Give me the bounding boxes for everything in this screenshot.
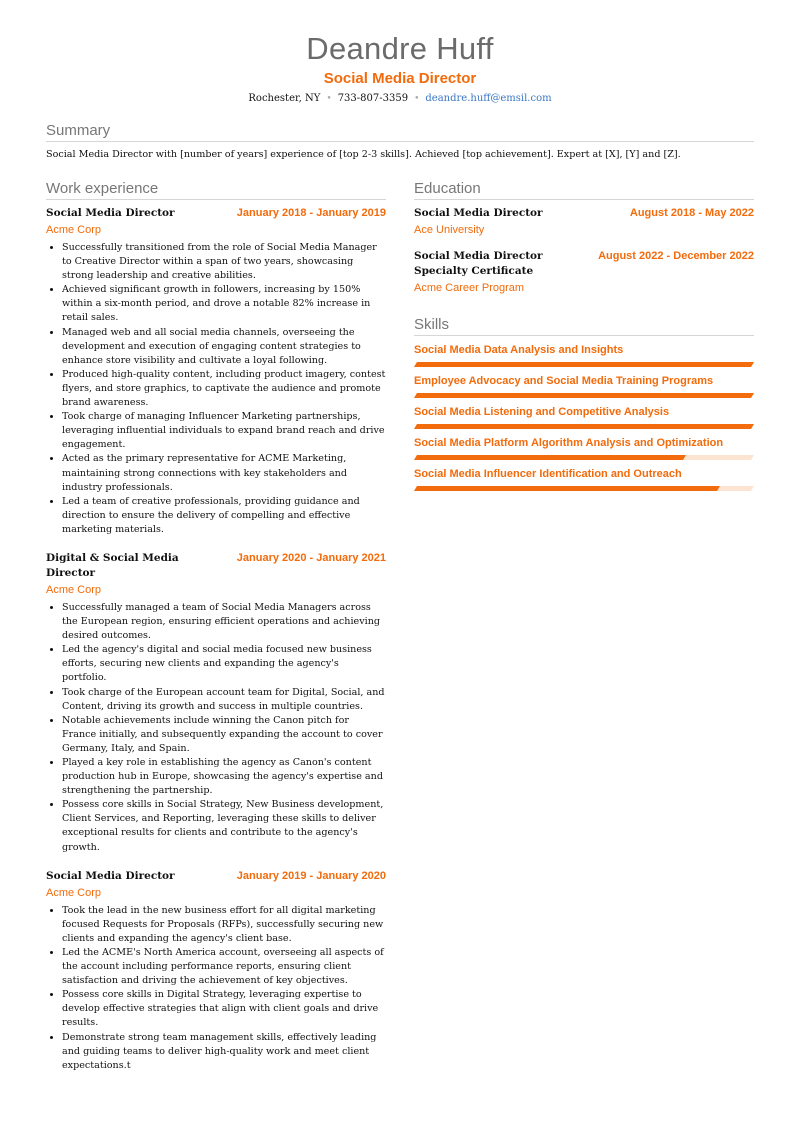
work-experience-heading: Work experience	[46, 179, 386, 200]
bullet-item: • Possess core skills in Social Strategy, New Business development, Client Services, and Reporting, leveraging these skills to deliver exceptional results for clients and contribute to the agency's growth.	[62, 798, 386, 854]
skill-name: Social Media Data Analysis and Insights	[414, 344, 624, 356]
work-entry-dates: January 2019 - January 2020	[236, 869, 386, 882]
work-entry-title: Digital & Social Media Director	[46, 551, 179, 579]
skill-item	[414, 343, 754, 367]
work-entry-dates: January 2018 - January 2019	[236, 207, 386, 219]
contact-phone: 733-807-3359	[337, 93, 409, 104]
education-entry-dates: August 2018 - May 2022	[629, 207, 754, 219]
work-entry	[46, 551, 386, 855]
contact-email-link[interactable]: deandre.huff@emsil.com	[425, 93, 552, 104]
skill-level-bar	[414, 362, 754, 367]
bullet-item: • Successfully managed a team of Social Media Managers across the European region, ensuring efficient operations and achieving desired outcomes.	[62, 601, 386, 643]
bullet-item: • Possess core skills in Digital Strategy, leveraging expertise to develop effective strategies that align with client goals and drive results.	[62, 988, 386, 1030]
education-entry	[414, 249, 754, 295]
work-entry-bullets	[46, 601, 386, 855]
education-entry-dates: August 2022 - December 2022	[598, 250, 754, 262]
bullet-item: • Took charge of managing Influencer Marketing partnerships, leveraging influential individuals to expand brand reach and drive engagement.	[62, 410, 386, 452]
skill-level-bar	[414, 486, 754, 491]
skill-name: Social Media Influencer Identification and Outreach	[414, 468, 682, 480]
skill-name: Social Media Listening and Competitive Analysis	[414, 406, 670, 418]
work-entry-dates: January 2020 - January 2021	[236, 551, 386, 564]
work-entry-bullets	[46, 241, 386, 537]
skills-section	[414, 315, 754, 491]
skill-name: Employee Advocacy and Social Media Training Programs	[414, 375, 714, 387]
skill-level-bar	[414, 424, 754, 429]
work-entry-header	[46, 206, 386, 221]
bullet-item: • Successfully transitioned from the role of Social Media Manager to Creative Director within a span of two years, showcasing strong leadership and creative abilities.	[62, 241, 386, 283]
work-entry-bullets	[46, 904, 386, 1073]
education-entry-header	[414, 206, 754, 221]
skill-item	[414, 374, 754, 398]
bullet-item: • Produced high-quality content, including product imagery, contest flyers, and store graphics, to captivate the audience and promote brand awareness.	[62, 368, 386, 410]
education-heading: Education	[414, 179, 754, 200]
education-entry-title: Social Media Director	[414, 207, 543, 219]
bullet-item: • Acted as the primary representative for ACME Marketing, maintaining strong connections with key stakeholders and industry professionals.	[62, 452, 386, 494]
work-entry-company: Acme Corp	[46, 583, 102, 596]
candidate-title: Social Media Director	[323, 70, 477, 87]
summary-section	[46, 121, 754, 161]
summary-heading: Summary	[46, 121, 754, 142]
bullet-item: • Took charge of the European account team for Digital, Social, and Content, driving its growth and success in multiple countries.	[62, 686, 386, 714]
work-entry-title: Social Media Director	[46, 207, 175, 219]
bullet-item: • Played a key role in establishing the agency as Canon's content production hub in Europe, showcasing the agency's expertise and strengthening the partnership.	[62, 756, 386, 798]
education-entry-title: Social Media Director Specialty Certificate	[414, 250, 543, 277]
skill-level-bar	[414, 455, 754, 460]
skill-bar-fill	[414, 455, 686, 460]
skill-bar-fill	[414, 486, 720, 491]
candidate-name: Deandre Huff	[306, 31, 494, 66]
work-experience-section	[46, 179, 386, 1073]
skill-bar-fill	[414, 362, 754, 367]
bullet-item: • Demonstrate strong team management skills, effectively leading and guiding teams to deliver high-quality work and meet client expectations.t	[62, 1031, 386, 1073]
separator-dot-icon: •	[414, 94, 420, 104]
separator-dot-icon: •	[326, 94, 332, 104]
bullet-item: • Took the lead in the new business effort for all digital marketing focused Requests for Proposals (RFPs), successfully securing new clients and expanding the agency's client base.	[62, 904, 386, 946]
work-entry-company: Acme Corp	[46, 224, 102, 236]
skill-level-bar	[414, 393, 754, 398]
skill-item	[414, 436, 754, 460]
bullet-item: • Led the ACME's North America account, overseeing all aspects of the account including performance reports, ensuring client satisfaction and driving the achievement of key objectives.	[62, 946, 386, 988]
bullet-item: • Led the agency's digital and social media focused new business efforts, securing new clients and expanding the agency's portfolio.	[62, 643, 386, 685]
contact-location: Rochester, NY	[248, 93, 321, 104]
work-entry	[46, 206, 386, 537]
resume-header	[0, 30, 800, 106]
bullet-item: • Managed web and all social media channels, overseeing the development and execution of engaging content strategies to enhance store visibility and cultivate a loyal following.	[62, 326, 386, 368]
work-entry-title: Social Media Director	[46, 869, 175, 882]
bullet-item: • Achieved significant growth in followers, increasing by 150% within a six-month period, and drove a notable 82% increase in retail sales.	[62, 283, 386, 325]
work-entry	[46, 869, 386, 1073]
education-entry-school: Ace University	[414, 224, 485, 236]
education-entry-school: Acme Career Program	[414, 282, 525, 294]
bullet-item: • Led a team of creative professionals, providing guidance and direction to ensure the delivery of compelling and effective marketing materials.	[62, 495, 386, 537]
work-entry-header	[46, 551, 386, 581]
skill-bar-fill	[414, 424, 754, 429]
skill-item	[414, 467, 754, 491]
skill-item	[414, 405, 754, 429]
work-entry-company: Acme Corp	[46, 886, 102, 899]
skills-heading: Skills	[414, 315, 754, 336]
bullet-item: • Notable achievements include winning the Canon pitch for France initially, and subsequently expanding the account to cover Germany, Italy, and Spain.	[62, 714, 386, 756]
right-column	[414, 179, 754, 491]
contact-line	[0, 92, 800, 106]
work-entry-header	[46, 869, 386, 884]
education-entry	[414, 206, 754, 237]
education-entry-header	[414, 249, 754, 279]
skill-bar-fill	[414, 393, 754, 398]
skill-name: Social Media Platform Algorithm Analysis and Optimization	[414, 437, 724, 449]
summary-text: Social Media Director with [number of years] experience of [top 2-3 skills]. Achieved [top achievement]. Expert at [X], [Y] and [Z].	[46, 149, 681, 160]
